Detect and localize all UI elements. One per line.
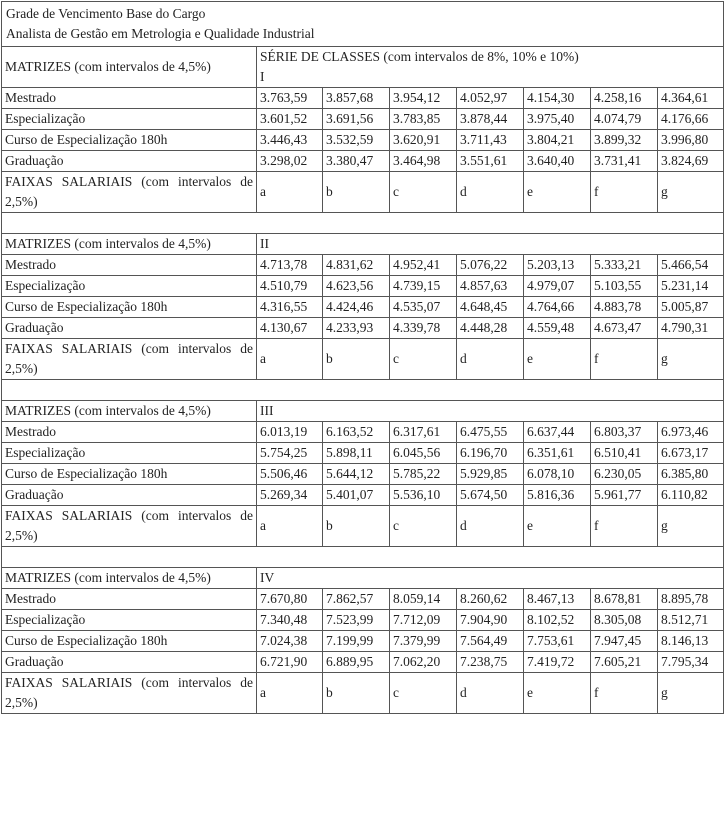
faixa-cell: b — [323, 673, 390, 714]
value-cell: 4.831,62 — [323, 255, 390, 276]
value-cell: 3.975,40 — [524, 109, 591, 130]
spacer-row — [2, 213, 724, 234]
row-label: Mestrado — [2, 422, 257, 443]
value-cell: 7.523,99 — [323, 610, 390, 631]
value-cell: 8.467,13 — [524, 589, 591, 610]
value-cell: 5.961,77 — [591, 485, 658, 506]
value-cell: 7.795,34 — [658, 652, 724, 673]
table-row — [2, 151, 724, 172]
table-row — [2, 631, 724, 652]
value-cell: 5.203,13 — [524, 255, 591, 276]
title-row — [2, 2, 724, 47]
value-cell: 3.731,41 — [591, 151, 658, 172]
value-cell: 6.230,05 — [591, 464, 658, 485]
value-cell: 4.739,15 — [390, 276, 457, 297]
table-title — [2, 2, 724, 47]
class-band — [257, 47, 724, 88]
value-cell: 4.857,63 — [457, 276, 524, 297]
faixa-cell: d — [457, 339, 524, 380]
table-row — [2, 297, 724, 318]
row-label: Especialização — [2, 276, 257, 297]
value-cell: 4.258,16 — [591, 88, 658, 109]
table-row — [2, 443, 724, 464]
value-cell: 6.078,10 — [524, 464, 591, 485]
value-cell: 5.103,55 — [591, 276, 658, 297]
value-cell: 3.763,59 — [257, 88, 323, 109]
faixa-cell: a — [257, 172, 323, 213]
faixas-row — [2, 172, 724, 213]
value-cell: 4.130,67 — [257, 318, 323, 339]
value-cell: 6.673,17 — [658, 443, 724, 464]
value-cell: 5.269,34 — [257, 485, 323, 506]
class-band — [257, 401, 724, 422]
value-cell: 6.889,95 — [323, 652, 390, 673]
value-cell: 6.973,46 — [658, 422, 724, 443]
faixa-cell: b — [323, 172, 390, 213]
value-cell: 4.883,78 — [591, 297, 658, 318]
row-label: Especialização — [2, 109, 257, 130]
faixa-cell: f — [591, 673, 658, 714]
value-cell: 6.351,61 — [524, 443, 591, 464]
faixa-cell: e — [524, 673, 591, 714]
value-cell: 5.644,12 — [323, 464, 390, 485]
value-cell: 3.711,43 — [457, 130, 524, 151]
value-cell: 4.713,78 — [257, 255, 323, 276]
class-name: IV — [260, 570, 275, 585]
value-cell: 3.446,43 — [257, 130, 323, 151]
value-cell: 4.176,66 — [658, 109, 724, 130]
faixa-cell: c — [390, 339, 457, 380]
value-cell: 5.754,25 — [257, 443, 323, 464]
value-cell: 6.385,80 — [658, 464, 724, 485]
faixa-cell: d — [457, 673, 524, 714]
spacer-cell — [2, 380, 724, 401]
value-cell: 7.238,75 — [457, 652, 524, 673]
faixas-label: FAIXAS SALARIAIS (com intervalos de 2,5%) — [2, 506, 257, 547]
value-cell: 4.623,56 — [323, 276, 390, 297]
row-label: Especialização — [2, 610, 257, 631]
value-cell: 8.512,71 — [658, 610, 724, 631]
table-row — [2, 130, 724, 151]
row-label: Mestrado — [2, 589, 257, 610]
value-cell: 5.506,46 — [257, 464, 323, 485]
faixas-label: FAIXAS SALARIAIS (com intervalos de 2,5%) — [2, 172, 257, 213]
matrizes-label: MATRIZES (com intervalos de 4,5%) — [2, 401, 257, 422]
row-label: Especialização — [2, 443, 257, 464]
row-label: Mestrado — [2, 255, 257, 276]
value-cell: 4.052,97 — [457, 88, 524, 109]
value-cell: 5.785,22 — [390, 464, 457, 485]
class-header-row — [2, 234, 724, 255]
value-cell: 3.380,47 — [323, 151, 390, 172]
value-cell: 3.804,21 — [524, 130, 591, 151]
value-cell: 6.045,56 — [390, 443, 457, 464]
value-cell: 5.333,21 — [591, 255, 658, 276]
faixa-cell: b — [323, 506, 390, 547]
table-row — [2, 318, 724, 339]
title-line-2: Analista de Gestão em Metrologia e Qualidade Industrial — [6, 26, 315, 41]
row-label: Curso de Especialização 180h — [2, 464, 257, 485]
row-label: Graduação — [2, 652, 257, 673]
table-row — [2, 652, 724, 673]
value-cell: 8.059,14 — [390, 589, 457, 610]
value-cell: 7.753,61 — [524, 631, 591, 652]
table-row — [2, 485, 724, 506]
table-row — [2, 255, 724, 276]
faixa-cell: c — [390, 673, 457, 714]
value-cell: 6.163,52 — [323, 422, 390, 443]
value-cell: 4.673,47 — [591, 318, 658, 339]
class-name: II — [260, 236, 269, 251]
value-cell: 4.764,66 — [524, 297, 591, 318]
faixas-row — [2, 506, 724, 547]
faixas-row — [2, 673, 724, 714]
faixas-label: FAIXAS SALARIAIS (com intervalos de 2,5%) — [2, 339, 257, 380]
value-cell: 7.947,45 — [591, 631, 658, 652]
value-cell: 3.640,40 — [524, 151, 591, 172]
faixa-cell: e — [524, 339, 591, 380]
row-label: Curso de Especialização 180h — [2, 631, 257, 652]
value-cell: 5.005,87 — [658, 297, 724, 318]
faixa-cell: a — [257, 506, 323, 547]
faixa-cell: f — [591, 339, 658, 380]
value-cell: 3.601,52 — [257, 109, 323, 130]
table-row — [2, 88, 724, 109]
value-cell: 3.824,69 — [658, 151, 724, 172]
row-label: Graduação — [2, 318, 257, 339]
series-header: SÉRIE DE CLASSES (com intervalos de 8%, 10% e 10%) — [260, 49, 579, 64]
value-cell: 4.510,79 — [257, 276, 323, 297]
row-label: Graduação — [2, 485, 257, 506]
value-cell: 3.857,68 — [323, 88, 390, 109]
class-name: III — [260, 403, 274, 418]
value-cell: 7.564,49 — [457, 631, 524, 652]
faixa-cell: a — [257, 673, 323, 714]
value-cell: 4.535,07 — [390, 297, 457, 318]
value-cell: 3.899,32 — [591, 130, 658, 151]
table-row — [2, 109, 724, 130]
title-line-1: Grade de Vencimento Base do Cargo — [6, 6, 206, 21]
value-cell: 3.996,80 — [658, 130, 724, 151]
value-cell: 8.102,52 — [524, 610, 591, 631]
value-cell: 7.419,72 — [524, 652, 591, 673]
value-cell: 4.448,28 — [457, 318, 524, 339]
faixa-cell: g — [658, 673, 724, 714]
value-cell: 4.648,45 — [457, 297, 524, 318]
faixa-cell: a — [257, 339, 323, 380]
value-cell: 4.952,41 — [390, 255, 457, 276]
faixas-label: FAIXAS SALARIAIS (com intervalos de 2,5%) — [2, 673, 257, 714]
value-cell: 4.339,78 — [390, 318, 457, 339]
faixa-cell: d — [457, 172, 524, 213]
value-cell: 5.816,36 — [524, 485, 591, 506]
spacer-cell — [2, 547, 724, 568]
value-cell: 7.862,57 — [323, 589, 390, 610]
value-cell: 3.464,98 — [390, 151, 457, 172]
value-cell: 4.074,79 — [591, 109, 658, 130]
value-cell: 6.317,61 — [390, 422, 457, 443]
value-cell: 7.062,20 — [390, 652, 457, 673]
value-cell: 5.401,07 — [323, 485, 390, 506]
faixa-cell: c — [390, 172, 457, 213]
class-name: I — [260, 69, 265, 84]
value-cell: 5.231,14 — [658, 276, 724, 297]
value-cell: 8.260,62 — [457, 589, 524, 610]
value-cell: 3.783,85 — [390, 109, 457, 130]
value-cell: 4.424,46 — [323, 297, 390, 318]
class-header-row — [2, 401, 724, 422]
row-label: Graduação — [2, 151, 257, 172]
value-cell: 3.298,02 — [257, 151, 323, 172]
value-cell: 3.691,56 — [323, 109, 390, 130]
value-cell: 4.316,55 — [257, 297, 323, 318]
faixas-row — [2, 339, 724, 380]
value-cell: 7.379,99 — [390, 631, 457, 652]
faixa-cell: f — [591, 506, 658, 547]
value-cell: 8.305,08 — [591, 610, 658, 631]
faixa-cell: g — [658, 172, 724, 213]
value-cell: 6.475,55 — [457, 422, 524, 443]
matrizes-label: MATRIZES (com intervalos de 4,5%) — [2, 47, 257, 88]
value-cell: 4.979,07 — [524, 276, 591, 297]
spacer-row — [2, 547, 724, 568]
value-cell: 5.674,50 — [457, 485, 524, 506]
value-cell: 7.024,38 — [257, 631, 323, 652]
value-cell: 7.605,21 — [591, 652, 658, 673]
class-header-row — [2, 47, 724, 88]
value-cell: 5.898,11 — [323, 443, 390, 464]
faixa-cell: g — [658, 339, 724, 380]
value-cell: 5.466,54 — [658, 255, 724, 276]
table-row — [2, 464, 724, 485]
value-cell: 6.637,44 — [524, 422, 591, 443]
table-row — [2, 422, 724, 443]
value-cell: 3.878,44 — [457, 109, 524, 130]
value-cell: 4.364,61 — [658, 88, 724, 109]
value-cell: 6.510,41 — [591, 443, 658, 464]
value-cell: 4.559,48 — [524, 318, 591, 339]
value-cell: 4.790,31 — [658, 318, 724, 339]
value-cell: 3.551,61 — [457, 151, 524, 172]
faixa-cell: e — [524, 506, 591, 547]
value-cell: 7.904,90 — [457, 610, 524, 631]
table-row — [2, 276, 724, 297]
matrizes-label: MATRIZES (com intervalos de 4,5%) — [2, 234, 257, 255]
table-row — [2, 589, 724, 610]
value-cell: 7.199,99 — [323, 631, 390, 652]
faixa-cell: g — [658, 506, 724, 547]
faixa-cell: c — [390, 506, 457, 547]
value-cell: 5.536,10 — [390, 485, 457, 506]
matrizes-label: MATRIZES (com intervalos de 4,5%) — [2, 568, 257, 589]
faixa-cell: d — [457, 506, 524, 547]
value-cell: 4.233,93 — [323, 318, 390, 339]
faixa-cell: e — [524, 172, 591, 213]
value-cell: 7.712,09 — [390, 610, 457, 631]
table-row — [2, 610, 724, 631]
value-cell: 3.954,12 — [390, 88, 457, 109]
spacer-row — [2, 380, 724, 401]
class-band — [257, 568, 724, 589]
spacer-cell — [2, 213, 724, 234]
salary-grid-table — [1, 1, 724, 714]
row-label: Mestrado — [2, 88, 257, 109]
class-header-row — [2, 568, 724, 589]
value-cell: 3.620,91 — [390, 130, 457, 151]
value-cell: 6.721,90 — [257, 652, 323, 673]
value-cell: 8.895,78 — [658, 589, 724, 610]
value-cell: 7.670,80 — [257, 589, 323, 610]
row-label: Curso de Especialização 180h — [2, 297, 257, 318]
value-cell: 6.013,19 — [257, 422, 323, 443]
value-cell: 8.146,13 — [658, 631, 724, 652]
value-cell: 6.803,37 — [591, 422, 658, 443]
faixa-cell: f — [591, 172, 658, 213]
value-cell: 5.076,22 — [457, 255, 524, 276]
value-cell: 4.154,30 — [524, 88, 591, 109]
class-band — [257, 234, 724, 255]
value-cell: 8.678,81 — [591, 589, 658, 610]
value-cell: 5.929,85 — [457, 464, 524, 485]
value-cell: 7.340,48 — [257, 610, 323, 631]
value-cell: 3.532,59 — [323, 130, 390, 151]
value-cell: 6.110,82 — [658, 485, 724, 506]
value-cell: 6.196,70 — [457, 443, 524, 464]
row-label: Curso de Especialização 180h — [2, 130, 257, 151]
faixa-cell: b — [323, 339, 390, 380]
